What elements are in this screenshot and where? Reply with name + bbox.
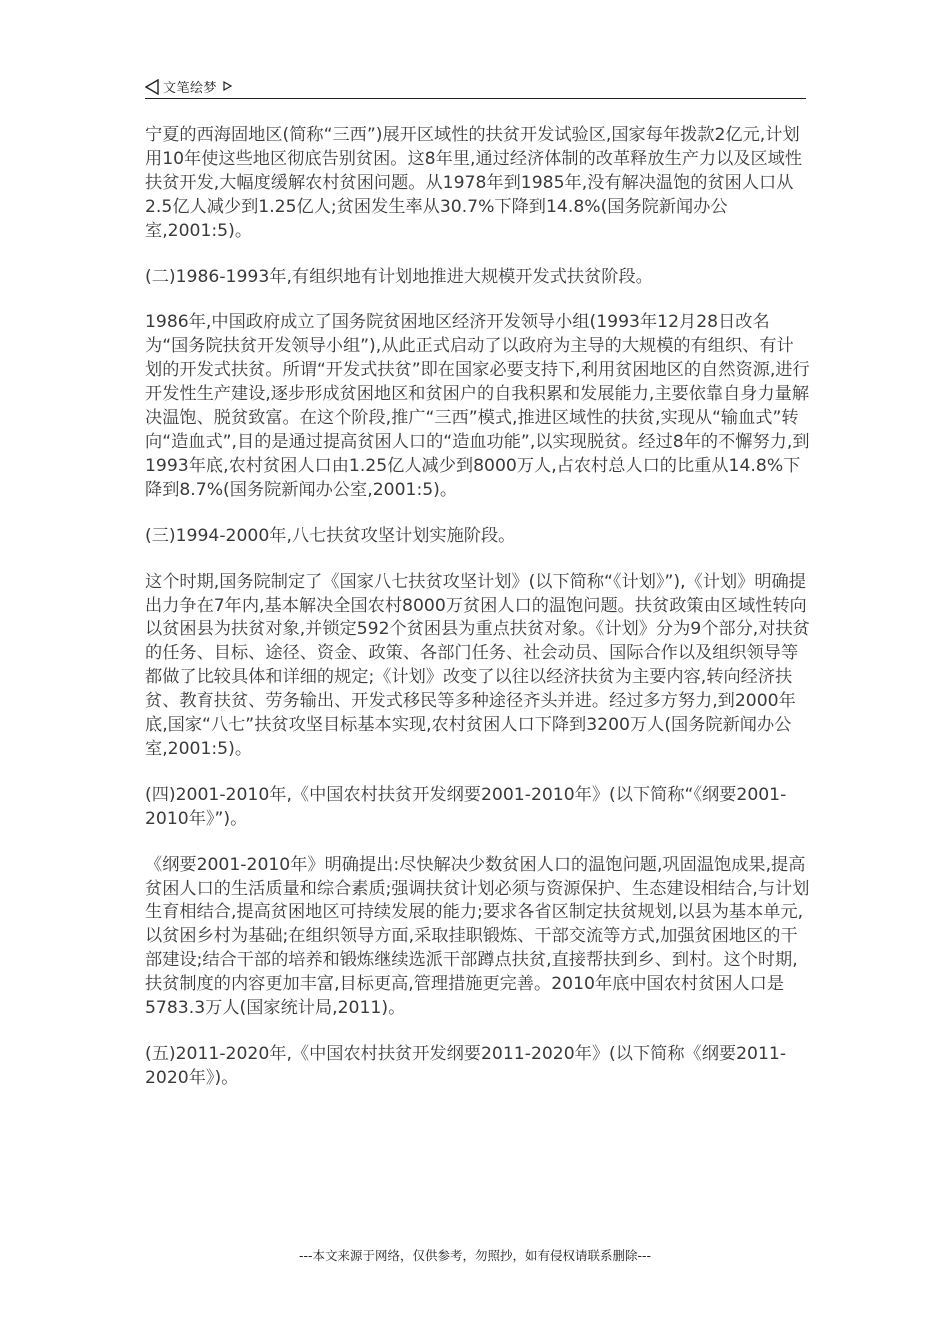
paragraph-4: 《纲要2001-2010年》明确提出:尽快解决少数贫困人口的温饱问题,巩固温饱成果,提高贫困人口的生活质量和综合素质;强调扶贫计划必须与资源保护、生态建设相结合,与计划生育相结合,提高贫困地区可持续发展的能力;要求各省区制定扶贫规划,以县为基本单元,以贫困乡村为基础;在组织领导方面,采取挂职锻炼、干部交流等方式,加强贫困地区的干部建设;结合干部的培养和锻炼继续选派干部蹲点扶贫,直接帮扶到乡、到村。这个时期,扶贫制度的内容更加丰富,目标更高,管理措施更完善。2010年底中国农村贫困人口是5783.3万人(国家统计局,2011)。 xyxy=(145,854,810,1019)
paragraph-3: 这个时期,国务院制定了《国家八七扶贫攻坚计划》(以下简称“《计划》”),《计划》明确提出力争在7年内,基本解决全国农村8000万贫困人口的温饱问题。扶贫政策由区域性转向以贫困县为扶贫对象,并锁定592个贫困县为重点扶贫对象。《计划》分为9个部分,对扶贫的任务、目标、途径、资金、政策、各部门任务、社会动员、国际合作以及组织领导等都做了比较具体和详细的规定;《计划》改变了以往以经济扶贫为主要内容,转向经济扶贫、教育扶贫、劳务输出、开发式移民等多种途径齐头并进。经过多方努力,到2000年底,国家“八七”扶贫攻坚目标基本实现,农村贫困人口下降到3200万人(国务院新闻办公室,2001:5)。 xyxy=(145,571,810,759)
section-heading-3: (三)1994-2000年,八七扶贫攻坚计划实施阶段。 xyxy=(145,525,516,546)
triangle-right-icon xyxy=(223,81,232,91)
document-body xyxy=(145,124,810,1113)
section-heading-2: (二)1986-1993年,有组织地有计划地推进大规模开发式扶贫阶段。 xyxy=(145,266,653,287)
paragraph-2: 1986年,中国政府成立了国务院贫困地区经济开发领导小组(1993年12月28日改名为“国务院扶贫开发领导小组”),从此正式启动了以政府为主导的大规模的有组织、有计划的开发式扶贫。所谓“开发式扶贫”即在国家必要支持下,利用贫困地区的自然资源,进行开发性生产建设,逐步形成贫困地区和贫困户的自我积累和发展能力,主要依靠自身力量解决温饱、脱贫致富。在这个阶段,推广“三西”模式,推进区域性的扶贫,实现从“输血式”转向“造血式”,目的是通过提高贫困人口的“造血功能”,以实现脱贫。经过8年的不懈努力,到1993年底,农村贫困人口由1.25亿人减少到8000万人,占农村总人口的比重从14.8%下降到8.7%(国务院新闻办公室,2001:5)。 xyxy=(145,312,810,500)
footer-notice: ---本文来源于网络，仅供参考，勿照抄，如有侵权请联系删除--- xyxy=(298,1248,652,1263)
section-heading-5: (五)2011-2020年,《中国农村扶贫开发纲要2011-2020年》(以下简称《纲要2011-2020年》)。 xyxy=(145,1044,787,1088)
page-header xyxy=(145,74,806,99)
paragraph-1: 宁夏的西海固地区(简称“三西”)展开区域性的扶贫开发试验区,国家每年拨款2亿元,计划用10年使这些地区彻底告别贫困。这8年里,通过经济体制的改革释放生产力以及区域性扶贫开发,大幅度缓解农村贫困问题。从1978年到1985年,没有解决温饱的贫困人口从2.5亿人减少到1.25亿人;贫困发生率从30.7%下降到14.8%(国务院新闻办公室,2001:5)。 xyxy=(145,125,803,241)
section-heading-4: (四)2001-2010年,《中国农村扶贫开发纲要2001-2010年》(以下简称“《纲要2001-2010年》”)。 xyxy=(145,784,787,829)
header-brand: 文笔绘梦 xyxy=(163,80,218,96)
triangle-left-icon xyxy=(145,79,159,95)
